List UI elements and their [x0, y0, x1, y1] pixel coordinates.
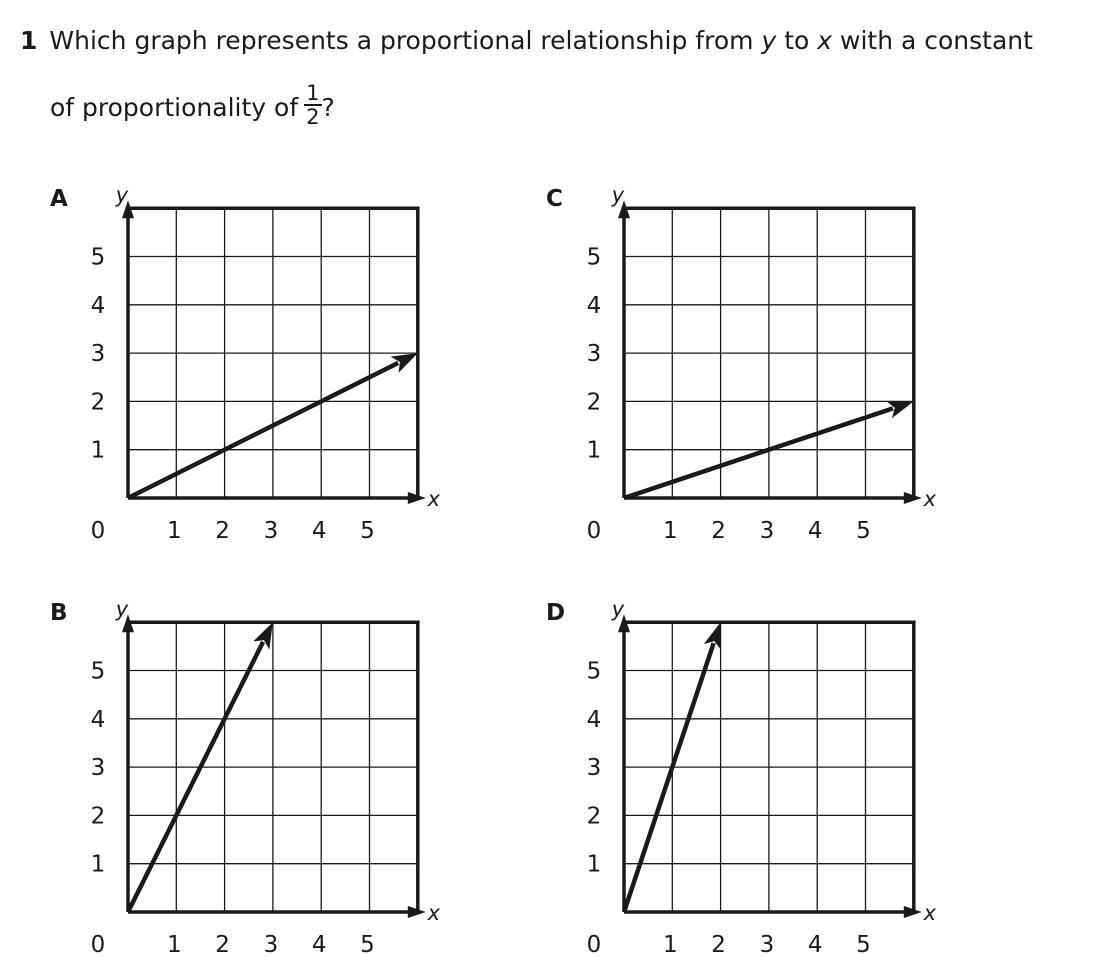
- origin-tick-label: 0: [90, 932, 106, 958]
- x-tick-label: 3: [759, 932, 775, 958]
- choice-letter-c: C: [546, 186, 563, 212]
- x-tick-label: 1: [662, 932, 678, 958]
- y-tick-label: 3: [90, 341, 106, 368]
- x-tick-label: 4: [311, 932, 327, 958]
- answer-choice-d[interactable]: [546, 597, 996, 970]
- x-tick-label: 3: [263, 518, 279, 544]
- origin-tick-label: 0: [90, 518, 106, 544]
- y-axis-label: y: [115, 183, 129, 208]
- x-tick-label: 2: [711, 932, 726, 958]
- question-stem: [20, 24, 1090, 129]
- y-axis-label: y: [611, 597, 625, 622]
- origin-tick-label: 0: [586, 932, 602, 958]
- x-tick-label: 2: [215, 518, 230, 544]
- graph-d: [546, 597, 996, 970]
- x-tick-label: 5: [360, 518, 375, 544]
- question-text-end: with a constant: [840, 26, 1033, 55]
- answer-choice-b[interactable]: [50, 597, 500, 970]
- y-tick-label: 5: [586, 658, 602, 685]
- x-tick-label: 1: [662, 518, 678, 544]
- x-axis-label: x: [427, 487, 441, 511]
- fraction-denominator: 2: [306, 105, 320, 129]
- x-tick-label: 4: [311, 518, 327, 544]
- x-tick-label: 4: [807, 518, 823, 544]
- x-axis-label: x: [923, 901, 937, 925]
- x-tick-label: 5: [856, 518, 871, 544]
- question-line-2: [50, 81, 335, 132]
- y-tick-label: 3: [586, 341, 602, 368]
- y-tick-label: 4: [90, 706, 106, 733]
- x-tick-label: 1: [166, 518, 182, 544]
- y-tick-label: 5: [586, 244, 602, 271]
- x-tick-label: 3: [263, 932, 279, 958]
- y-tick-label: 3: [90, 755, 106, 782]
- data-line: [624, 408, 893, 498]
- x-axis-label: x: [923, 487, 937, 511]
- y-tick-label: 2: [90, 803, 106, 830]
- question-text-start: Which graph represents a proportional relationship from: [49, 26, 754, 55]
- y-axis-label: y: [115, 597, 129, 622]
- choice-letter-d: D: [546, 600, 566, 626]
- data-line: [128, 363, 398, 498]
- question-line-2-text: of proportionality of: [50, 93, 299, 122]
- y-tick-label: 1: [90, 437, 106, 464]
- x-axis-label: x: [427, 901, 441, 925]
- graph-a: [50, 183, 500, 556]
- data-line: [128, 642, 263, 912]
- origin-tick-label: 0: [586, 518, 602, 544]
- x-tick-label: 2: [711, 518, 726, 544]
- x-tick-label: 3: [759, 518, 775, 544]
- x-tick-label: 5: [360, 932, 375, 958]
- choice-letter-b: B: [50, 600, 68, 626]
- question-mark: ?: [321, 93, 335, 122]
- answer-choice-a[interactable]: [50, 183, 500, 556]
- graph-b: [50, 597, 500, 970]
- fraction-one-half: [304, 82, 321, 128]
- x-tick-label: 5: [856, 932, 871, 958]
- y-tick-label: 5: [90, 658, 106, 685]
- y-tick-label: 1: [586, 437, 602, 464]
- y-tick-label: 2: [90, 389, 106, 416]
- x-tick-label: 2: [215, 932, 230, 958]
- choice-letter-a: A: [50, 186, 68, 212]
- y-tick-label: 2: [586, 389, 602, 416]
- question-line-1: [20, 24, 1090, 58]
- variable-x: x: [817, 26, 833, 55]
- y-tick-label: 3: [586, 755, 602, 782]
- graph-c: [546, 183, 996, 556]
- y-tick-label: 4: [586, 292, 602, 319]
- answer-choice-c[interactable]: [546, 183, 996, 556]
- question-number: 1: [20, 26, 38, 55]
- question-text-to: to: [784, 26, 810, 55]
- data-line: [624, 643, 714, 912]
- y-tick-label: 2: [586, 803, 602, 830]
- y-tick-label: 4: [90, 292, 106, 319]
- y-tick-label: 1: [90, 851, 106, 878]
- x-tick-label: 4: [807, 932, 823, 958]
- y-tick-label: 4: [586, 706, 602, 733]
- y-tick-label: 1: [586, 851, 602, 878]
- y-tick-label: 5: [90, 244, 106, 271]
- variable-y: y: [761, 26, 777, 55]
- fraction-numerator: 1: [306, 81, 320, 105]
- y-axis-label: y: [611, 183, 625, 208]
- x-tick-label: 1: [166, 932, 182, 958]
